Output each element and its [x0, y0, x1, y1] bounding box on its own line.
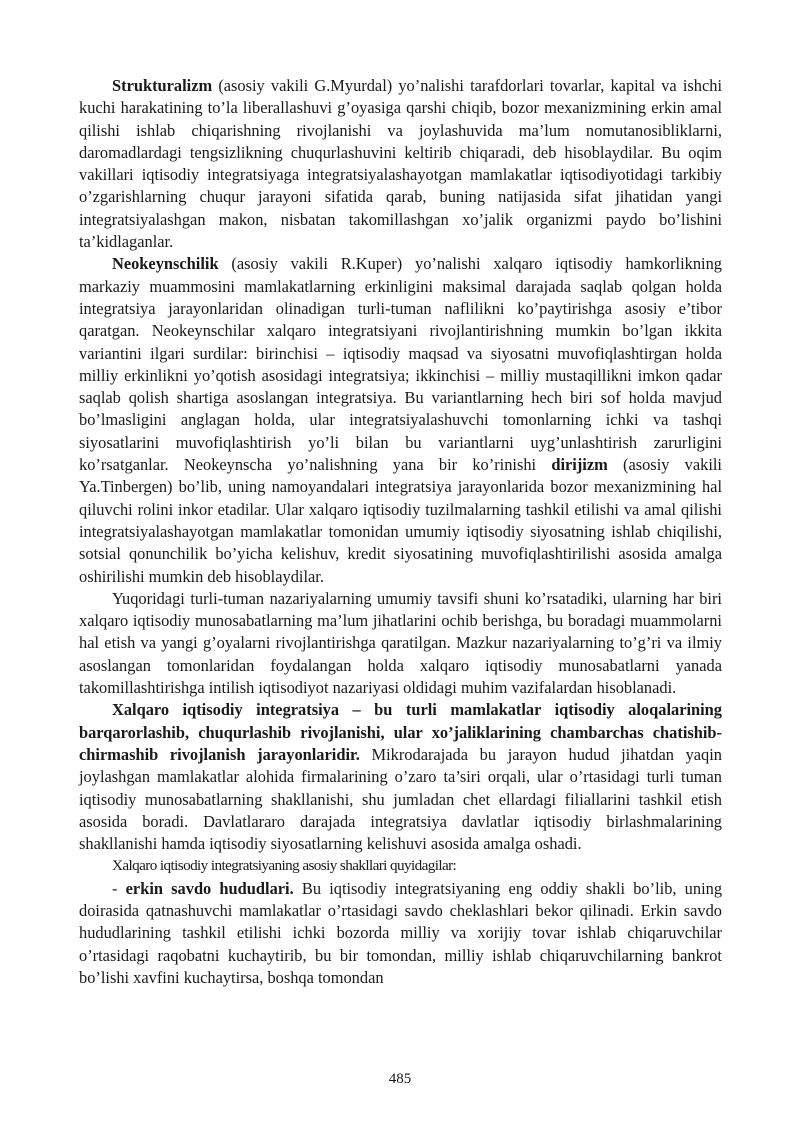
text-run: (asosiy vakili R.Kuper) yo’nalishi xalqaro iqtisodiy hamkorlikning markaziy muammosini mamlakatlarning erkinligini maksimal darajada saqlab qolgan holda integratsiya jarayonlaridan olinadigan turli-tuman naflilikni ko’paytirishga asosiy e’tibor qaratgan. Neokeynschilar xalqaro integratsiyani rivojlantirishning mumkin bo’lgan ikkita variantini ilgari surdilar: birinchisi – iqtisodiy maqsad va siyosatni muvofiqlashtirgan holda milliy erkinlikni yo’qotish asosidagi integratsiya; ikkinchisi – milliy mustaqillikni imkon qadar saqlab qolish shartiga asoslangan integratsiya. Bu variantlarning hech biri sof holda mavjud bo’lmasligini anglagan holda, ular integratsiyalashuvchi tomonlarning ichki va tashqi siyosatlarini muvofiqlashtirish yo’li bilan bu variantlarni uyg’unlashtirish zarurligini ko’rsatganlar. Neokeynscha yo’nalishning yana bir ko’rinishi [79, 254, 722, 475]
text-run: (asosiy vakili G.Myurdal) yo’nalishi tarafdorlari tovarlar, kapital va ishchi kuchi harakatining to’la liberallashuvi g’oyasiga qarshi chiqib, bozor mexanizmining erkin amal qilishi ishlab chiqarishning rivojlanishi va joylashuvida ma’lum nomutanosibliklarni, daromadlardagi tengsizlikning chuqurlashuvini keltirib chiqaradi, deb hisoblaydilar. Bu oqim vakillari iqtisodiy integratsiyaga integratsiyalashayotgan mamlakatlar iqtisodiyotidagi tarkibiy o’zgarishlarning chuqur jarayoni sifatida qarab, buning natijasida sifat jihatidan yangi integratsiyalashgan makon, nisbatan takomillashgan xo’jalik organizmi paydo bo’lishini ta’kidlaganlar. [79, 76, 722, 252]
text-run: - [112, 878, 126, 898]
text-run: Mikrodarajada bu jarayon hudud jihatdan yaqin joylashgan mamlakatlar alohida firmalarining o’zaro ta’siri orqali, ular o’rtasidagi turli tuman iqtisodiy munosabatlarning shakllanishi, shu jumladan chet ellardagi filiallarini tashkil etish asosida boradi. Davlatlararo darajada integratsiya davlatlar iqtisodiy birlashmalarining shakllanishi hamda iqtisodiy siyosatlarning kelishuvi asosida amalga oshadi. [79, 744, 722, 854]
paragraph-forms-intro [79, 855, 722, 877]
bold-term: Strukturalizm [112, 76, 213, 95]
text-run: Bu iqtisodiy integratsiyaning eng oddiy shakli bo’lib, uning doirasida qatnashuvchi mamlakatlar o’rtasidagi savdo cheklashlari bekor qilinadi. Erkin savdo hududlarining tashkil etilishi ichki bozorda milliy va xorijiy tovar ishlab chiqaruvchilar o’rtasidagi raqobatni kuchaytirib, bu bir tomondan, milliy ishlab chiqaruvchilarning bankrot bo’lishi xavfini kuchaytirsa, boshqa tomondan [79, 878, 723, 987]
paragraph-definition [79, 699, 722, 855]
paragraph-summary [79, 588, 722, 699]
bold-term: Neokeynschilik [112, 254, 219, 274]
text-run: (asosiy vakili Ya.Tinbergen) bo’lib, uning namoyandalari integratsiya jarayonlarida bozor mexanizmining hal qiluvchi rolini inkor etadilar. Ular xalqaro iqtisodiy tuzilmalarning tashkil etilishi va amal qilishi integratsiyalashayotgan mamlakatlar tomonidan umumiy iqtisodiy siyosatning ishlab chiqilishi, sotsial qonunchilik bo’yicha kelishuv, kredit siyosatining muvofiqlashtirilishi asosida amalga oshirilishi mumkin deb hisoblaydilar. [79, 455, 722, 586]
bold-term: erkin savdo hududlari. [125, 878, 294, 898]
paragraph-neokeynschilik [79, 253, 722, 587]
bold-term: Xalqaro iqtisodiy integratsiya – bu turli mamlakatlar iqtisodiy aloqalarining barqarorlashib, chuqurlashib rivojlanishi, ular xo’jaliklarining chambarchas chatishib-chirmashib rivojlanish jarayonlaridir. [79, 700, 722, 764]
page-number: 485 [388, 1071, 412, 1087]
text-run: Yuqoridagi turli-tuman nazariyalarning umumiy tavsifi shuni ko’rsatadiki, ularning har biri xalqaro iqtisodiy munosabatlarning ma’lum jihatlarini ochib berishga, bu boradagi muammolarni hal etish va yangi g’oyalarni rivojlantirishga qaratilgan. Mazkur nazariyalarning to’g’ri va ilmiy asoslangan tomonlaridan foydalangan holda xalqaro iqtisodiy munosabatlarni yanada takomillashtirishga intilish iqtisodiyot nazariyasi oldidagi muhim vazifalardan hisoblanadi. [79, 588, 722, 698]
paragraph-strukturalizm [79, 75, 722, 253]
body-text [79, 75, 722, 989]
bold-term: dirijizm [551, 455, 608, 475]
paragraph-free-trade [79, 878, 722, 989]
text-run: Xalqaro iqtisodiy integratsiyaning asosiy shakllari quyidagilar: [112, 857, 457, 875]
